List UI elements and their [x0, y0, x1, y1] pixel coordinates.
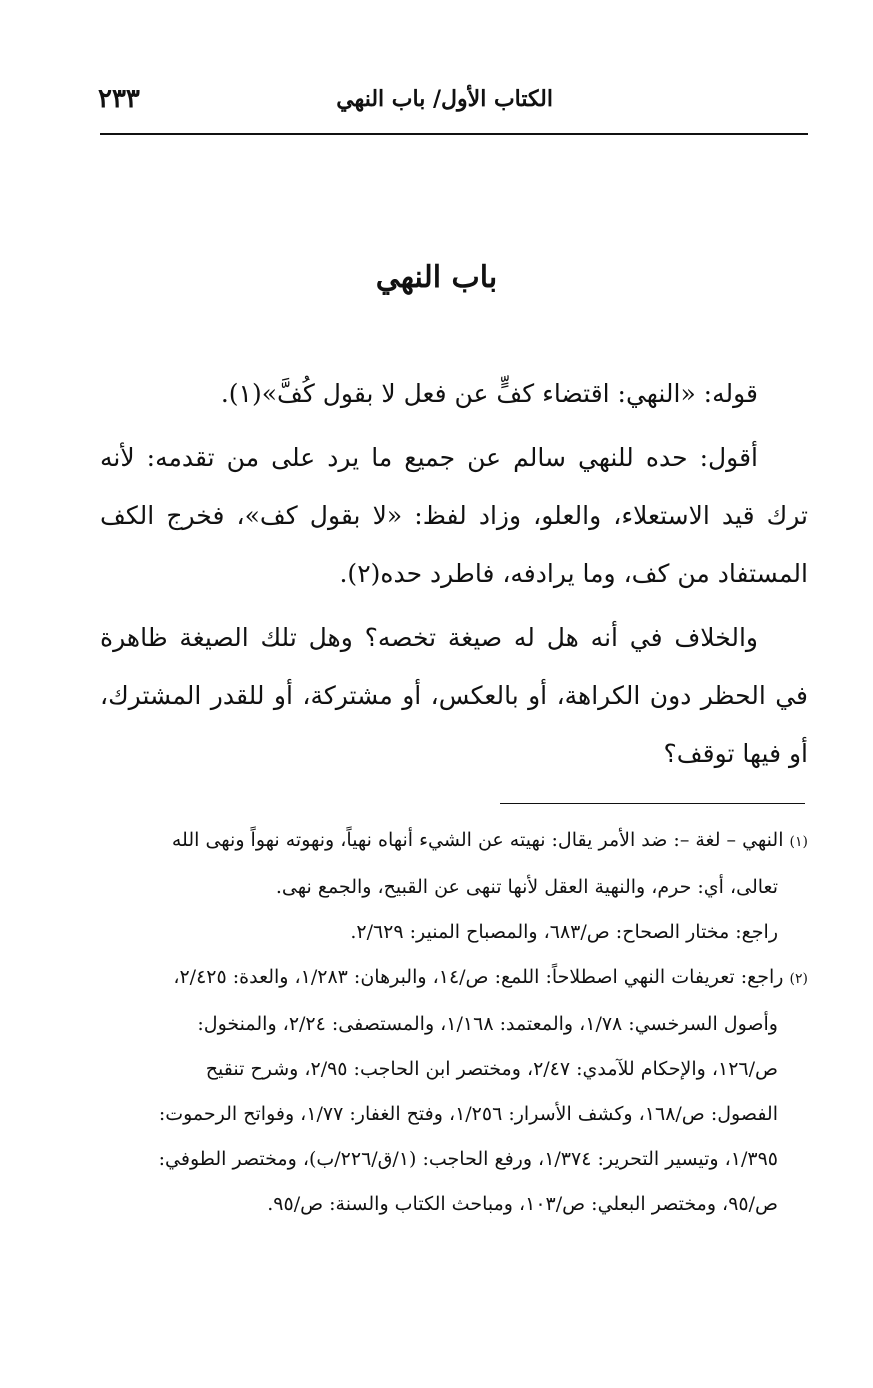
footnote-marker: (١)	[789, 834, 808, 850]
footnote-1	[100, 818, 808, 955]
page-number: ٢٣٣	[98, 84, 140, 114]
footnote-marker: (٢)	[789, 971, 808, 987]
header-rule	[100, 133, 808, 135]
footnote-line: ص/٩٥، ومختصر البعلي: ص/١٠٣، ومباحث الكتاب والسنة: ص/٩٥.	[267, 1193, 778, 1215]
footnote-separator	[500, 803, 805, 804]
footnotes	[100, 818, 808, 1227]
footnote-line: راجع: مختار الصحاح: ص/٦٨٣، والمصباح المنير: ٢/٦٢٩.	[350, 921, 778, 943]
footnote-line: الفصول: ص/١٦٨، وكشف الأسرار: ١/٢٥٦، وفتح الغفار: ١/٧٧، وفواتح الرحموت:	[158, 1103, 778, 1125]
paragraph-2: أقول: حده للنهي سالم عن جميع ما يرد على من تقدمه: لأنه ترك قيد الاستعلاء، والعلو، وزاد لفظ: «لا بقول كف»، فخرج الكف المستفاد من كف، وما يرادفه، فاطرد حده(٢).	[100, 443, 808, 588]
footnote-2	[100, 955, 808, 1227]
footnote-line: ١/٣٩٥، وتيسير التحرير: ١/٣٧٤، ورفع الحاجب: (١/ق/٢٢٦/ب)، ومختصر الطوفي:	[158, 1148, 778, 1170]
running-title: الكتاب الأول/ باب النهي	[336, 86, 553, 112]
footnote-line: وأصول السرخسي: ١/٧٨، والمعتمد: ١/١٦٨، والمستصفى: ٢/٢٤، والمنخول:	[197, 1013, 778, 1035]
paragraph-3: والخلاف في أنه هل له صيغة تخصه؟ وهل تلك الصيغة ظاهرة في الحظر دون الكراهة، أو بالعكس، أو مشتركة، أو للقدر المشترك، أو فيها توقف؟	[100, 623, 808, 768]
footnote-line: راجع: تعريفات النهي اصطلاحاً: اللمع: ص/١٤، والبرهان: ١/٢٨٣، والعدة: ٢/٤٢٥،	[173, 966, 784, 988]
main-text	[100, 365, 808, 789]
paragraph-1: قوله: «النهي: اقتضاء كفٍّ عن فعل لا بقول كُفَّ»(١).	[220, 379, 758, 408]
footnote-line: تعالى، أي: حرم، والنهية العقل لأنها تنهى عن القبيح، والجمع نهى.	[275, 876, 778, 898]
footnote-line: النهي – لغة –: ضد الأمر يقال: نهيته عن الشيء أنهاه نهياً، ونهوته نهواً ونهى الله	[171, 829, 784, 851]
chapter-title: باب النهي	[375, 260, 498, 295]
footnote-line: ص/١٢٦، والإحكام للآمدي: ٢/٤٧، ومختصر ابن الحاجب: ٢/٩٥، وشرح تنقيح	[205, 1058, 778, 1080]
